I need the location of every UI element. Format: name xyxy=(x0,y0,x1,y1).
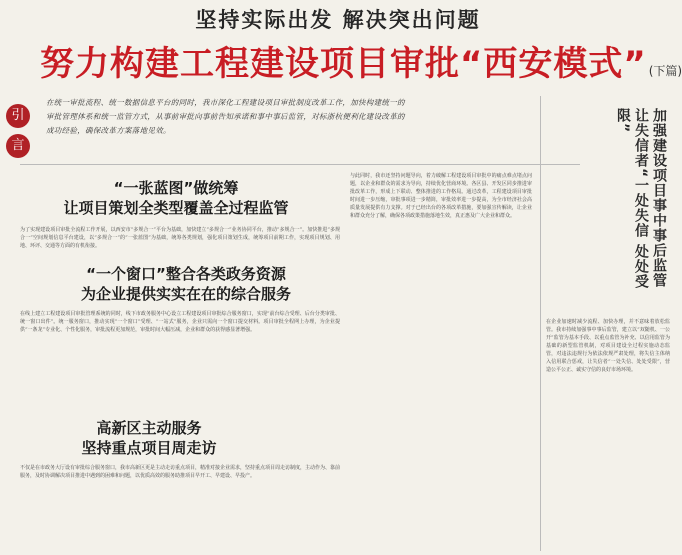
section-body: 为了实现建设项目审批全流程工作开展，以西安市“多规合一”平台为基础，加快建立“多规合一”业务协同平台，推动“多规合一”。加快推进“多规合一”空间规划信息平台建设，以“多规合一”的“一张蓝图”为基础，统筹各类规划，强化项目策划生成，统筹项目前期工作，实现项目规划、用地、环评、交通等方面的有机衔接。 xyxy=(20,227,340,249)
divider xyxy=(20,164,580,165)
article-kicker: 坚持实际出发 解决突出问题 xyxy=(195,8,481,32)
section-body: 在线上建立工程建设项目审批管理系统的同时，线下市政务服务中心设立工程建设项目审批综合服务窗口，实现“前台综合受理、后台分类审批、统一窗口出件”。统一服务窗口，推动实现“一个窗口”受理、“一站式”服务，企业只需向一个窗口提交材料。项目审批全程网上办理，为企业提供“一条龙”专业化、个性化服务，审批流程更加规范，审批时间大幅压减，企业和群众的获得感显著增强。 xyxy=(20,311,340,333)
article-headline xyxy=(40,36,682,85)
headline-text: 努力构建工程建设项目审批“西安模式” xyxy=(40,44,647,84)
section-body: 不仅是在市政务大厅设有审批综合服务窗口，我市高新区更是主动走访重点项目，精准对接企业需求，坚持重点项目周走访制度，主动作为、靠前服务，及时协调解决项目推进中遇到的困难和问题，以优质高效的服务助推项目早开工、早建设、早投产。 xyxy=(20,465,341,479)
section-heading-text: “一个窗口”整合各类政务资源 为企业提供实实在在的综合服务 xyxy=(80,265,291,303)
headline-suffix: (下篇) xyxy=(648,64,682,78)
sidebar-body: 在企业加速时减少流程、加快办理，并不意味着放松监管。我市持续加强事中事后监管，建立以“双随机、一公开”监管为基本手段、以重点监管为补充、以信用监管为基础的新型监管机制，对项目建设全过程实施动态监管，对违法违规行为依法依规严肃处理，将失信主体纳入信用联合惩戒，让失信者“一处失信、处处受限”，营造公平公正、诚实守信的良好市场环境。 xyxy=(546,319,670,373)
section-body: 与此同时，我市还坚持问题导向，着力破解工程建设项目审批中的痛点难点堵点问题，以企业和群众的需求为导向，持续优化营商环境。各区县、开发区同步推进审批改革工作，形成上下联动、整体推进的工作格局。通过改革，工程建设项目审批时间进一步压缩，审批事项进一步精简，审批效率进一步提高，为全市经济社会高质量发展提供有力支撑。对于已经出台的各项改革措施，要加强宣传解读，让企业和群众充分了解，确保各项政策措施落地生效，真正惠及广大企业和群众。 xyxy=(350,173,532,219)
section-heading xyxy=(20,264,352,304)
section-heading-text: 高新区主动服务 坚持重点项目周走访 xyxy=(81,419,217,457)
lead-badge-char: 言 xyxy=(6,134,30,158)
section-heading-text: “一张蓝图”做统筹 让项目策划全类型覆盖全过程监管 xyxy=(63,179,289,217)
section-heading xyxy=(46,178,306,218)
divider xyxy=(540,96,541,551)
section-heading xyxy=(20,418,278,458)
article-lead: 在统一审批流程、统一数据信息平台的同时，我市深化工程建设项目审批制度改革工作，加快构建统一的审批管理体系和统一监管方式，从事前审批向事前告知承诺和事中事后监管，对标浙杭便利化建设改革的成功经验，确保改革方案落地见效。 xyxy=(46,98,405,135)
lead-badge xyxy=(2,98,34,164)
lead-badge-char: 引 xyxy=(6,104,30,128)
sidebar-title: 加强建设项目事中事后监管 让失信者“一处失信 处处受限” xyxy=(615,108,667,290)
